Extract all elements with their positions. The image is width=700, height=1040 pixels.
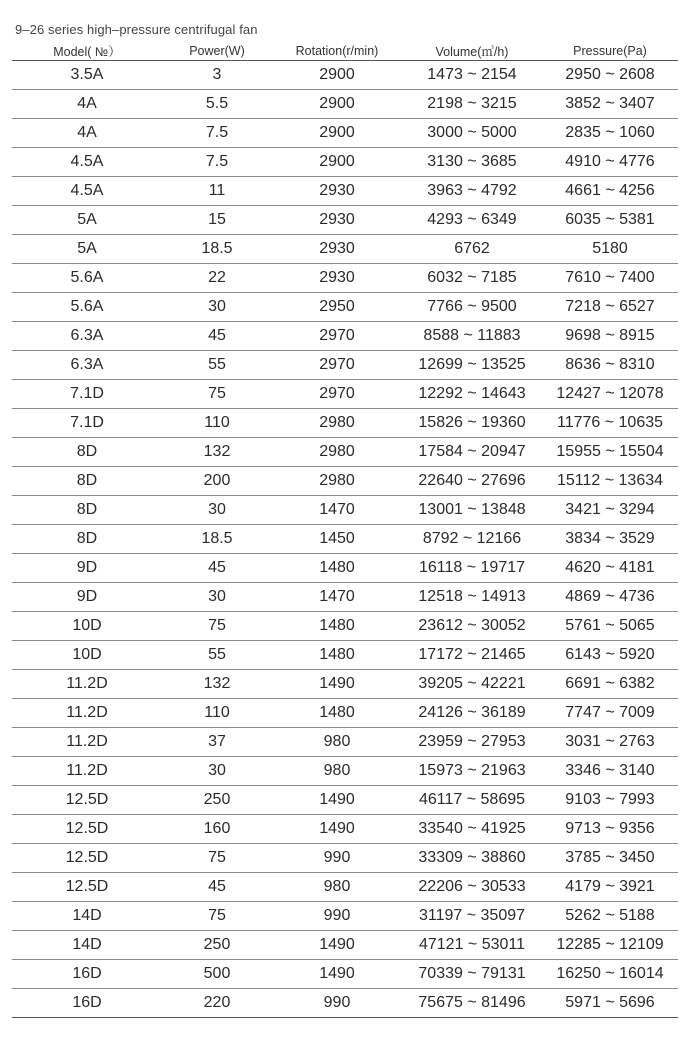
rotation-cell: 1470 xyxy=(272,496,402,525)
pressure-cell: 15112 ~ 13634 xyxy=(542,467,678,496)
rotation-cell: 2980 xyxy=(272,438,402,467)
volume-cell: 1473 ~ 2154 xyxy=(402,61,542,90)
table-row xyxy=(12,264,678,293)
power-cell: 250 xyxy=(162,931,272,960)
power-cell: 18.5 xyxy=(162,525,272,554)
table-row xyxy=(12,902,678,931)
power-cell: 5.5 xyxy=(162,90,272,119)
rotation-cell: 1490 xyxy=(272,960,402,989)
rotation-cell: 2980 xyxy=(272,409,402,438)
pressure-cell: 3852 ~ 3407 xyxy=(542,90,678,119)
model-cell: 4A xyxy=(12,90,162,119)
model-cell: 5.6A xyxy=(12,293,162,322)
volume-cell: 17172 ~ 21465 xyxy=(402,641,542,670)
table-row xyxy=(12,554,678,583)
rotation-cell: 980 xyxy=(272,728,402,757)
pressure-cell: 5971 ~ 5696 xyxy=(542,989,678,1018)
volume-cell: 33309 ~ 38860 xyxy=(402,844,542,873)
rotation-cell: 1480 xyxy=(272,699,402,728)
model-cell: 5A xyxy=(12,206,162,235)
table-row xyxy=(12,670,678,699)
model-cell: 9D xyxy=(12,583,162,612)
pressure-cell: 6691 ~ 6382 xyxy=(542,670,678,699)
column-header-model: Model( №） xyxy=(12,41,162,61)
volume-cell: 6762 xyxy=(402,235,542,264)
rotation-cell: 2900 xyxy=(272,61,402,90)
power-cell: 7.5 xyxy=(162,148,272,177)
model-cell: 12.5D xyxy=(12,844,162,873)
pressure-cell: 16250 ~ 16014 xyxy=(542,960,678,989)
column-header-rotation: Rotation(r/min) xyxy=(272,41,402,61)
pressure-cell: 5761 ~ 5065 xyxy=(542,612,678,641)
pressure-cell: 7747 ~ 7009 xyxy=(542,699,678,728)
table-title: 9–26 series high–pressure centrifugal fan xyxy=(15,22,258,37)
volume-cell: 7766 ~ 9500 xyxy=(402,293,542,322)
pressure-cell: 3346 ~ 3140 xyxy=(542,757,678,786)
table-row xyxy=(12,931,678,960)
power-cell: 11 xyxy=(162,177,272,206)
rotation-cell: 1490 xyxy=(272,786,402,815)
volume-cell: 8588 ~ 11883 xyxy=(402,322,542,351)
pressure-cell: 3834 ~ 3529 xyxy=(542,525,678,554)
rotation-cell: 980 xyxy=(272,757,402,786)
power-cell: 110 xyxy=(162,699,272,728)
rotation-cell: 2970 xyxy=(272,322,402,351)
volume-cell: 24126 ~ 36189 xyxy=(402,699,542,728)
volume-cell: 33540 ~ 41925 xyxy=(402,815,542,844)
rotation-cell: 1470 xyxy=(272,583,402,612)
table-row xyxy=(12,177,678,206)
model-cell: 7.1D xyxy=(12,409,162,438)
power-cell: 45 xyxy=(162,873,272,902)
table-row xyxy=(12,786,678,815)
volume-cell: 3000 ~ 5000 xyxy=(402,119,542,148)
pressure-cell: 7218 ~ 6527 xyxy=(542,293,678,322)
rotation-cell: 2930 xyxy=(272,235,402,264)
table-row xyxy=(12,844,678,873)
rotation-cell: 1490 xyxy=(272,670,402,699)
pressure-cell: 12427 ~ 12078 xyxy=(542,380,678,409)
volume-cell: 17584 ~ 20947 xyxy=(402,438,542,467)
header-row xyxy=(12,41,678,61)
model-cell: 10D xyxy=(12,641,162,670)
power-cell: 30 xyxy=(162,293,272,322)
volume-cell: 46117 ~ 58695 xyxy=(402,786,542,815)
pressure-cell: 11776 ~ 10635 xyxy=(542,409,678,438)
pressure-cell: 4869 ~ 4736 xyxy=(542,583,678,612)
table-row xyxy=(12,757,678,786)
fan-spec-table xyxy=(12,41,678,1018)
power-cell: 75 xyxy=(162,612,272,641)
volume-cell: 12699 ~ 13525 xyxy=(402,351,542,380)
volume-cell: 4293 ~ 6349 xyxy=(402,206,542,235)
volume-cell: 8792 ~ 12166 xyxy=(402,525,542,554)
model-cell: 6.3A xyxy=(12,351,162,380)
power-cell: 200 xyxy=(162,467,272,496)
rotation-cell: 2950 xyxy=(272,293,402,322)
table-header xyxy=(12,41,678,61)
column-header-volume: Volume(㎥/h) xyxy=(402,41,542,61)
power-cell: 30 xyxy=(162,496,272,525)
table-row xyxy=(12,467,678,496)
pressure-cell: 15955 ~ 15504 xyxy=(542,438,678,467)
column-header-power: Power(W) xyxy=(162,41,272,61)
rotation-cell: 1490 xyxy=(272,815,402,844)
pressure-cell: 5262 ~ 5188 xyxy=(542,902,678,931)
rotation-cell: 990 xyxy=(272,989,402,1018)
table-row xyxy=(12,322,678,351)
power-cell: 75 xyxy=(162,902,272,931)
power-cell: 250 xyxy=(162,786,272,815)
table-row xyxy=(12,409,678,438)
volume-cell: 39205 ~ 42221 xyxy=(402,670,542,699)
table-row xyxy=(12,148,678,177)
table-row xyxy=(12,728,678,757)
volume-cell: 3130 ~ 3685 xyxy=(402,148,542,177)
rotation-cell: 1490 xyxy=(272,931,402,960)
power-cell: 3 xyxy=(162,61,272,90)
power-cell: 75 xyxy=(162,380,272,409)
table-row xyxy=(12,873,678,902)
power-cell: 7.5 xyxy=(162,119,272,148)
power-cell: 30 xyxy=(162,583,272,612)
rotation-cell: 2980 xyxy=(272,467,402,496)
rotation-cell: 2970 xyxy=(272,380,402,409)
pressure-cell: 4910 ~ 4776 xyxy=(542,148,678,177)
power-cell: 220 xyxy=(162,989,272,1018)
table-row xyxy=(12,525,678,554)
pressure-cell: 5180 xyxy=(542,235,678,264)
rotation-cell: 2900 xyxy=(272,119,402,148)
power-cell: 75 xyxy=(162,844,272,873)
model-cell: 12.5D xyxy=(12,873,162,902)
volume-cell: 70339 ~ 79131 xyxy=(402,960,542,989)
table-body xyxy=(12,61,678,1018)
power-cell: 160 xyxy=(162,815,272,844)
table-row xyxy=(12,612,678,641)
table-row xyxy=(12,496,678,525)
table-row xyxy=(12,235,678,264)
table-row xyxy=(12,90,678,119)
model-cell: 10D xyxy=(12,612,162,641)
model-cell: 16D xyxy=(12,960,162,989)
model-cell: 4.5A xyxy=(12,177,162,206)
model-cell: 14D xyxy=(12,931,162,960)
model-cell: 6.3A xyxy=(12,322,162,351)
power-cell: 132 xyxy=(162,670,272,699)
model-cell: 8D xyxy=(12,525,162,554)
model-cell: 4.5A xyxy=(12,148,162,177)
table-row xyxy=(12,815,678,844)
rotation-cell: 2970 xyxy=(272,351,402,380)
table-row xyxy=(12,699,678,728)
power-cell: 22 xyxy=(162,264,272,293)
rotation-cell: 2900 xyxy=(272,148,402,177)
model-cell: 16D xyxy=(12,989,162,1018)
rotation-cell: 990 xyxy=(272,844,402,873)
table-row xyxy=(12,989,678,1018)
volume-cell: 16118 ~ 19717 xyxy=(402,554,542,583)
volume-cell: 47121 ~ 53011 xyxy=(402,931,542,960)
model-cell: 9D xyxy=(12,554,162,583)
rotation-cell: 2900 xyxy=(272,90,402,119)
volume-cell: 15826 ~ 19360 xyxy=(402,409,542,438)
volume-cell: 23612 ~ 30052 xyxy=(402,612,542,641)
rotation-cell: 990 xyxy=(272,902,402,931)
pressure-cell: 3031 ~ 2763 xyxy=(542,728,678,757)
rotation-cell: 1480 xyxy=(272,641,402,670)
model-cell: 12.5D xyxy=(12,786,162,815)
rotation-cell: 2930 xyxy=(272,264,402,293)
volume-cell: 2198 ~ 3215 xyxy=(402,90,542,119)
column-header-pressure: Pressure(Pa) xyxy=(542,41,678,61)
pressure-cell: 2950 ~ 2608 xyxy=(542,61,678,90)
power-cell: 132 xyxy=(162,438,272,467)
pressure-cell: 2835 ~ 1060 xyxy=(542,119,678,148)
pressure-cell: 3421 ~ 3294 xyxy=(542,496,678,525)
pressure-cell: 4179 ~ 3921 xyxy=(542,873,678,902)
table-row xyxy=(12,583,678,612)
model-cell: 11.2D xyxy=(12,699,162,728)
pressure-cell: 12285 ~ 12109 xyxy=(542,931,678,960)
rotation-cell: 1480 xyxy=(272,612,402,641)
power-cell: 45 xyxy=(162,554,272,583)
rotation-cell: 2930 xyxy=(272,177,402,206)
power-cell: 18.5 xyxy=(162,235,272,264)
pressure-cell: 9698 ~ 8915 xyxy=(542,322,678,351)
power-cell: 110 xyxy=(162,409,272,438)
pressure-cell: 6035 ~ 5381 xyxy=(542,206,678,235)
pressure-cell: 8636 ~ 8310 xyxy=(542,351,678,380)
volume-cell: 12292 ~ 14643 xyxy=(402,380,542,409)
pressure-cell: 4620 ~ 4181 xyxy=(542,554,678,583)
table-row xyxy=(12,351,678,380)
model-cell: 14D xyxy=(12,902,162,931)
power-cell: 37 xyxy=(162,728,272,757)
volume-cell: 13001 ~ 13848 xyxy=(402,496,542,525)
table-row xyxy=(12,293,678,322)
model-cell: 11.2D xyxy=(12,728,162,757)
volume-cell: 3963 ~ 4792 xyxy=(402,177,542,206)
rotation-cell: 1480 xyxy=(272,554,402,583)
model-cell: 5A xyxy=(12,235,162,264)
pressure-cell: 3785 ~ 3450 xyxy=(542,844,678,873)
rotation-cell: 1450 xyxy=(272,525,402,554)
pressure-cell: 7610 ~ 7400 xyxy=(542,264,678,293)
model-cell: 8D xyxy=(12,496,162,525)
volume-cell: 22640 ~ 27696 xyxy=(402,467,542,496)
model-cell: 11.2D xyxy=(12,670,162,699)
rotation-cell: 2930 xyxy=(272,206,402,235)
volume-cell: 31197 ~ 35097 xyxy=(402,902,542,931)
table-row xyxy=(12,380,678,409)
power-cell: 55 xyxy=(162,351,272,380)
model-cell: 12.5D xyxy=(12,815,162,844)
volume-cell: 22206 ~ 30533 xyxy=(402,873,542,902)
power-cell: 45 xyxy=(162,322,272,351)
model-cell: 3.5A xyxy=(12,61,162,90)
power-cell: 500 xyxy=(162,960,272,989)
table-row xyxy=(12,119,678,148)
pressure-cell: 4661 ~ 4256 xyxy=(542,177,678,206)
table-row xyxy=(12,960,678,989)
volume-cell: 75675 ~ 81496 xyxy=(402,989,542,1018)
volume-cell: 6032 ~ 7185 xyxy=(402,264,542,293)
model-cell: 8D xyxy=(12,438,162,467)
table-row xyxy=(12,641,678,670)
pressure-cell: 9713 ~ 9356 xyxy=(542,815,678,844)
model-cell: 11.2D xyxy=(12,757,162,786)
model-cell: 5.6A xyxy=(12,264,162,293)
pressure-cell: 6143 ~ 5920 xyxy=(542,641,678,670)
volume-cell: 12518 ~ 14913 xyxy=(402,583,542,612)
power-cell: 15 xyxy=(162,206,272,235)
power-cell: 30 xyxy=(162,757,272,786)
model-cell: 4A xyxy=(12,119,162,148)
rotation-cell: 980 xyxy=(272,873,402,902)
volume-cell: 15973 ~ 21963 xyxy=(402,757,542,786)
power-cell: 55 xyxy=(162,641,272,670)
model-cell: 7.1D xyxy=(12,380,162,409)
pressure-cell: 9103 ~ 7993 xyxy=(542,786,678,815)
table-row xyxy=(12,438,678,467)
volume-cell: 23959 ~ 27953 xyxy=(402,728,542,757)
table-row xyxy=(12,206,678,235)
model-cell: 8D xyxy=(12,467,162,496)
table-row xyxy=(12,61,678,90)
